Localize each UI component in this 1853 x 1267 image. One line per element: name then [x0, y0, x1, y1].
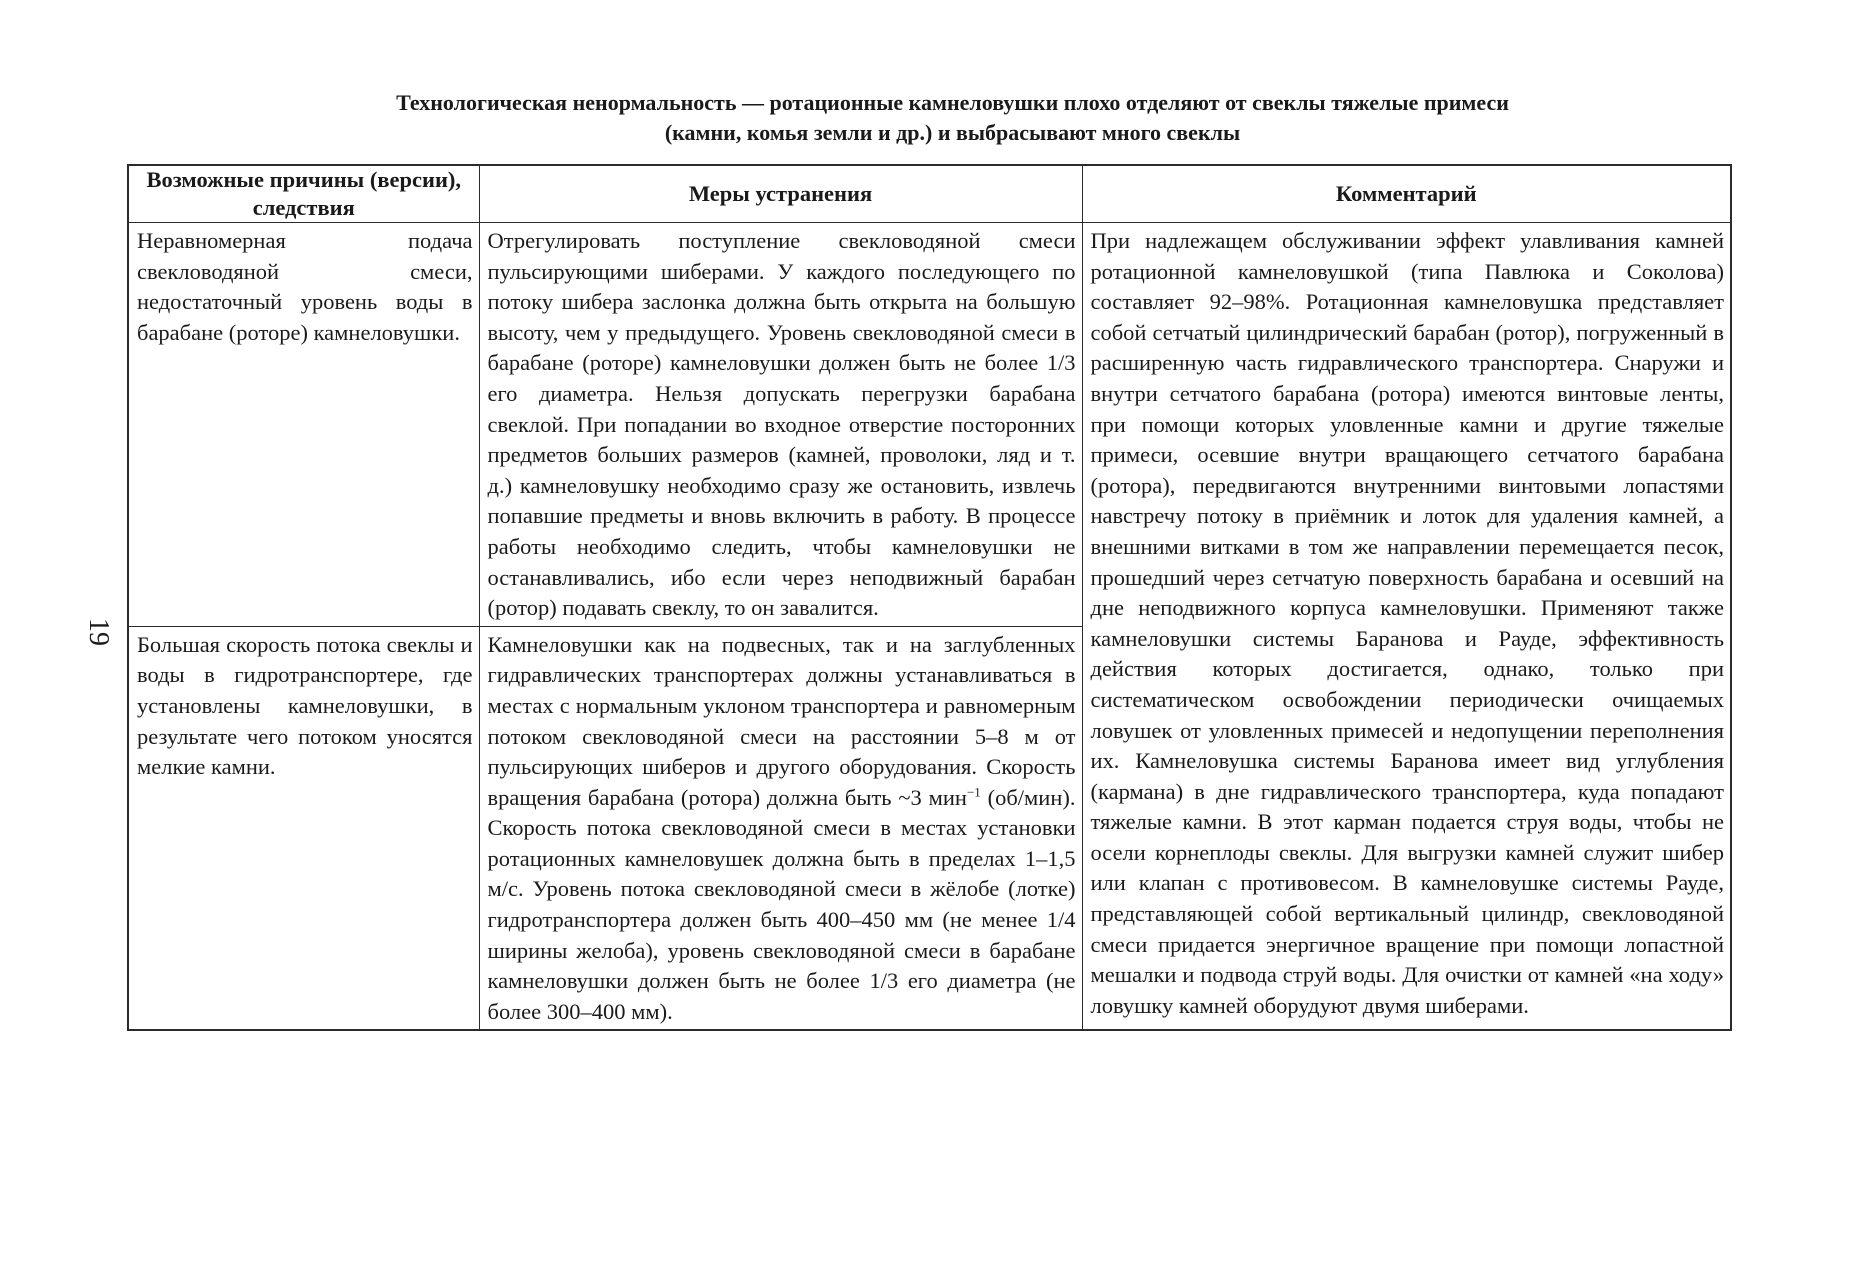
page-number: 19 — [83, 618, 114, 646]
measure-text-part-1: Камнеловушки как на подвесных, так и на заглубленных гидравлических транспортерах должны устанавливаться в местах с нормальным уклоном транспортера и равномерным потоком свекловодяной смеси на расстоянии 5–8 м от пульсирующих шиберов и другого оборудования. Скорость вращения барабана (ротора) должна быть ~3 мин — [487, 631, 1076, 810]
page-title-line-2: (камни, комья земли и др.) и выбрасывают много свеклы — [664, 120, 1241, 145]
cause-cell: Неравномерная подача свекловодяной смеси, недостаточный уровень воды в барабане (роторе) камнеловушки. — [128, 223, 479, 627]
measure-text-part-2: (об/мин). Скорость потока свекловодяной смеси в местах установки ротационных камнеловушек должна быть в пределах 1–1,5 м/с. Уровень потока свекловодяной смеси в жёлобе (лотке) гидротранспортера должен быть 400–450 мм (не менее 1/4 ширины желоба), уровень свекловодяной смеси в барабане камнеловушки должен быть не более 1/3 его диаметра (не более 300–400 мм). — [487, 784, 1076, 1024]
measure-cell: Отрегулировать поступление свекловодяной смеси пульсирующими шиберами. У каждого последующего по потоку шибера заслонка должна быть открыта на большую высоту, чем у предыдущего. Уровень свекловодяной смеси в барабане (роторе) камнеловушки должен быть не более 1/3 его диаметра. Нельзя допускать перегрузки барабана свеклой. При попадании во входное отверстие посторонних предметов больших размеров (камней, проволоки, ляд и т. д.) камнеловушку необходимо сразу же остановить, извлечь попавшие предметы и вновь включить в работу. В процессе работы необходимо следить, чтобы камнеловушки не останавливались, ибо если через неподвижный барабан (ротор) подавать свеклу, то он завалится. — [479, 223, 1082, 627]
table-row — [128, 223, 1731, 627]
page-title-line-1: Технологическая ненормальность — ротационные камнеловушки плохо отделяют от свеклы тяжелые примеси — [396, 90, 1509, 115]
header-measures: Меры устранения — [479, 165, 1082, 223]
page-title — [180, 88, 1725, 148]
cause-cell: Большая скорость потока свеклы и воды в гидротранспортере, где установлены камнеловушки, в результате чего потоком уносятся мелкие камни. — [128, 626, 479, 1030]
measure-cell — [479, 626, 1082, 1030]
header-causes: Возможные причины (версии), следствия — [128, 165, 479, 223]
troubleshooting-table — [127, 164, 1732, 1031]
table-header-row — [128, 165, 1731, 223]
header-comment: Комментарий — [1082, 165, 1731, 223]
measure-superscript: −1 — [966, 784, 981, 800]
comment-cell: При надлежащем обслуживании эффект улавливания камней ротационной камнеловушкой (типа Павлюка и Соколова) составляет 92–98%. Ротационная камнеловушка представляет собой сетчатый цилиндрический барабан (ротор), погруженный в расширенную часть гидравлического транспортера. Снаружи и внутри сетчатого барабана (ротора) имеются винтовые ленты, при помощи которых уловленные камни и другие тяжелые примеси, осевшие внутри вращающего сетчатого барабана (ротора), передвигаются внутренними винтовыми лопастями навстречу потоку в приёмник и лоток для удаления камней, а внешними витками в том же направлении перемещается песок, прошедший через сетчатую поверхность барабана и осевший на дне неподвижного корпуса камнеловушки. Применяют также камнеловушки системы Баранова и Рауде, эффективность действия которых достигается, однако, только при систематическом освобождении периодически очищаемых ловушек от уловленных примесей и недопущении переполнения их. Камнеловушка системы Баранова имеет вид углубления (кармана) в дне гидравлического транспортера, куда попадают тяжелые камни. В этот карман подается струя воды, чтобы не осели корнеплоды свеклы. Для выгрузки камней служит шибер или клапан с противовесом. В камнеловушке системы Рауде, представляющей собой вертикальный цилиндр, свекловодяной смеси придается энергичное вращение при помощи лопастной мешалки и подвода струй воды. Для очистки от камней «на ходу» ловушку камней оборудуют двумя шиберами. — [1082, 223, 1731, 1031]
